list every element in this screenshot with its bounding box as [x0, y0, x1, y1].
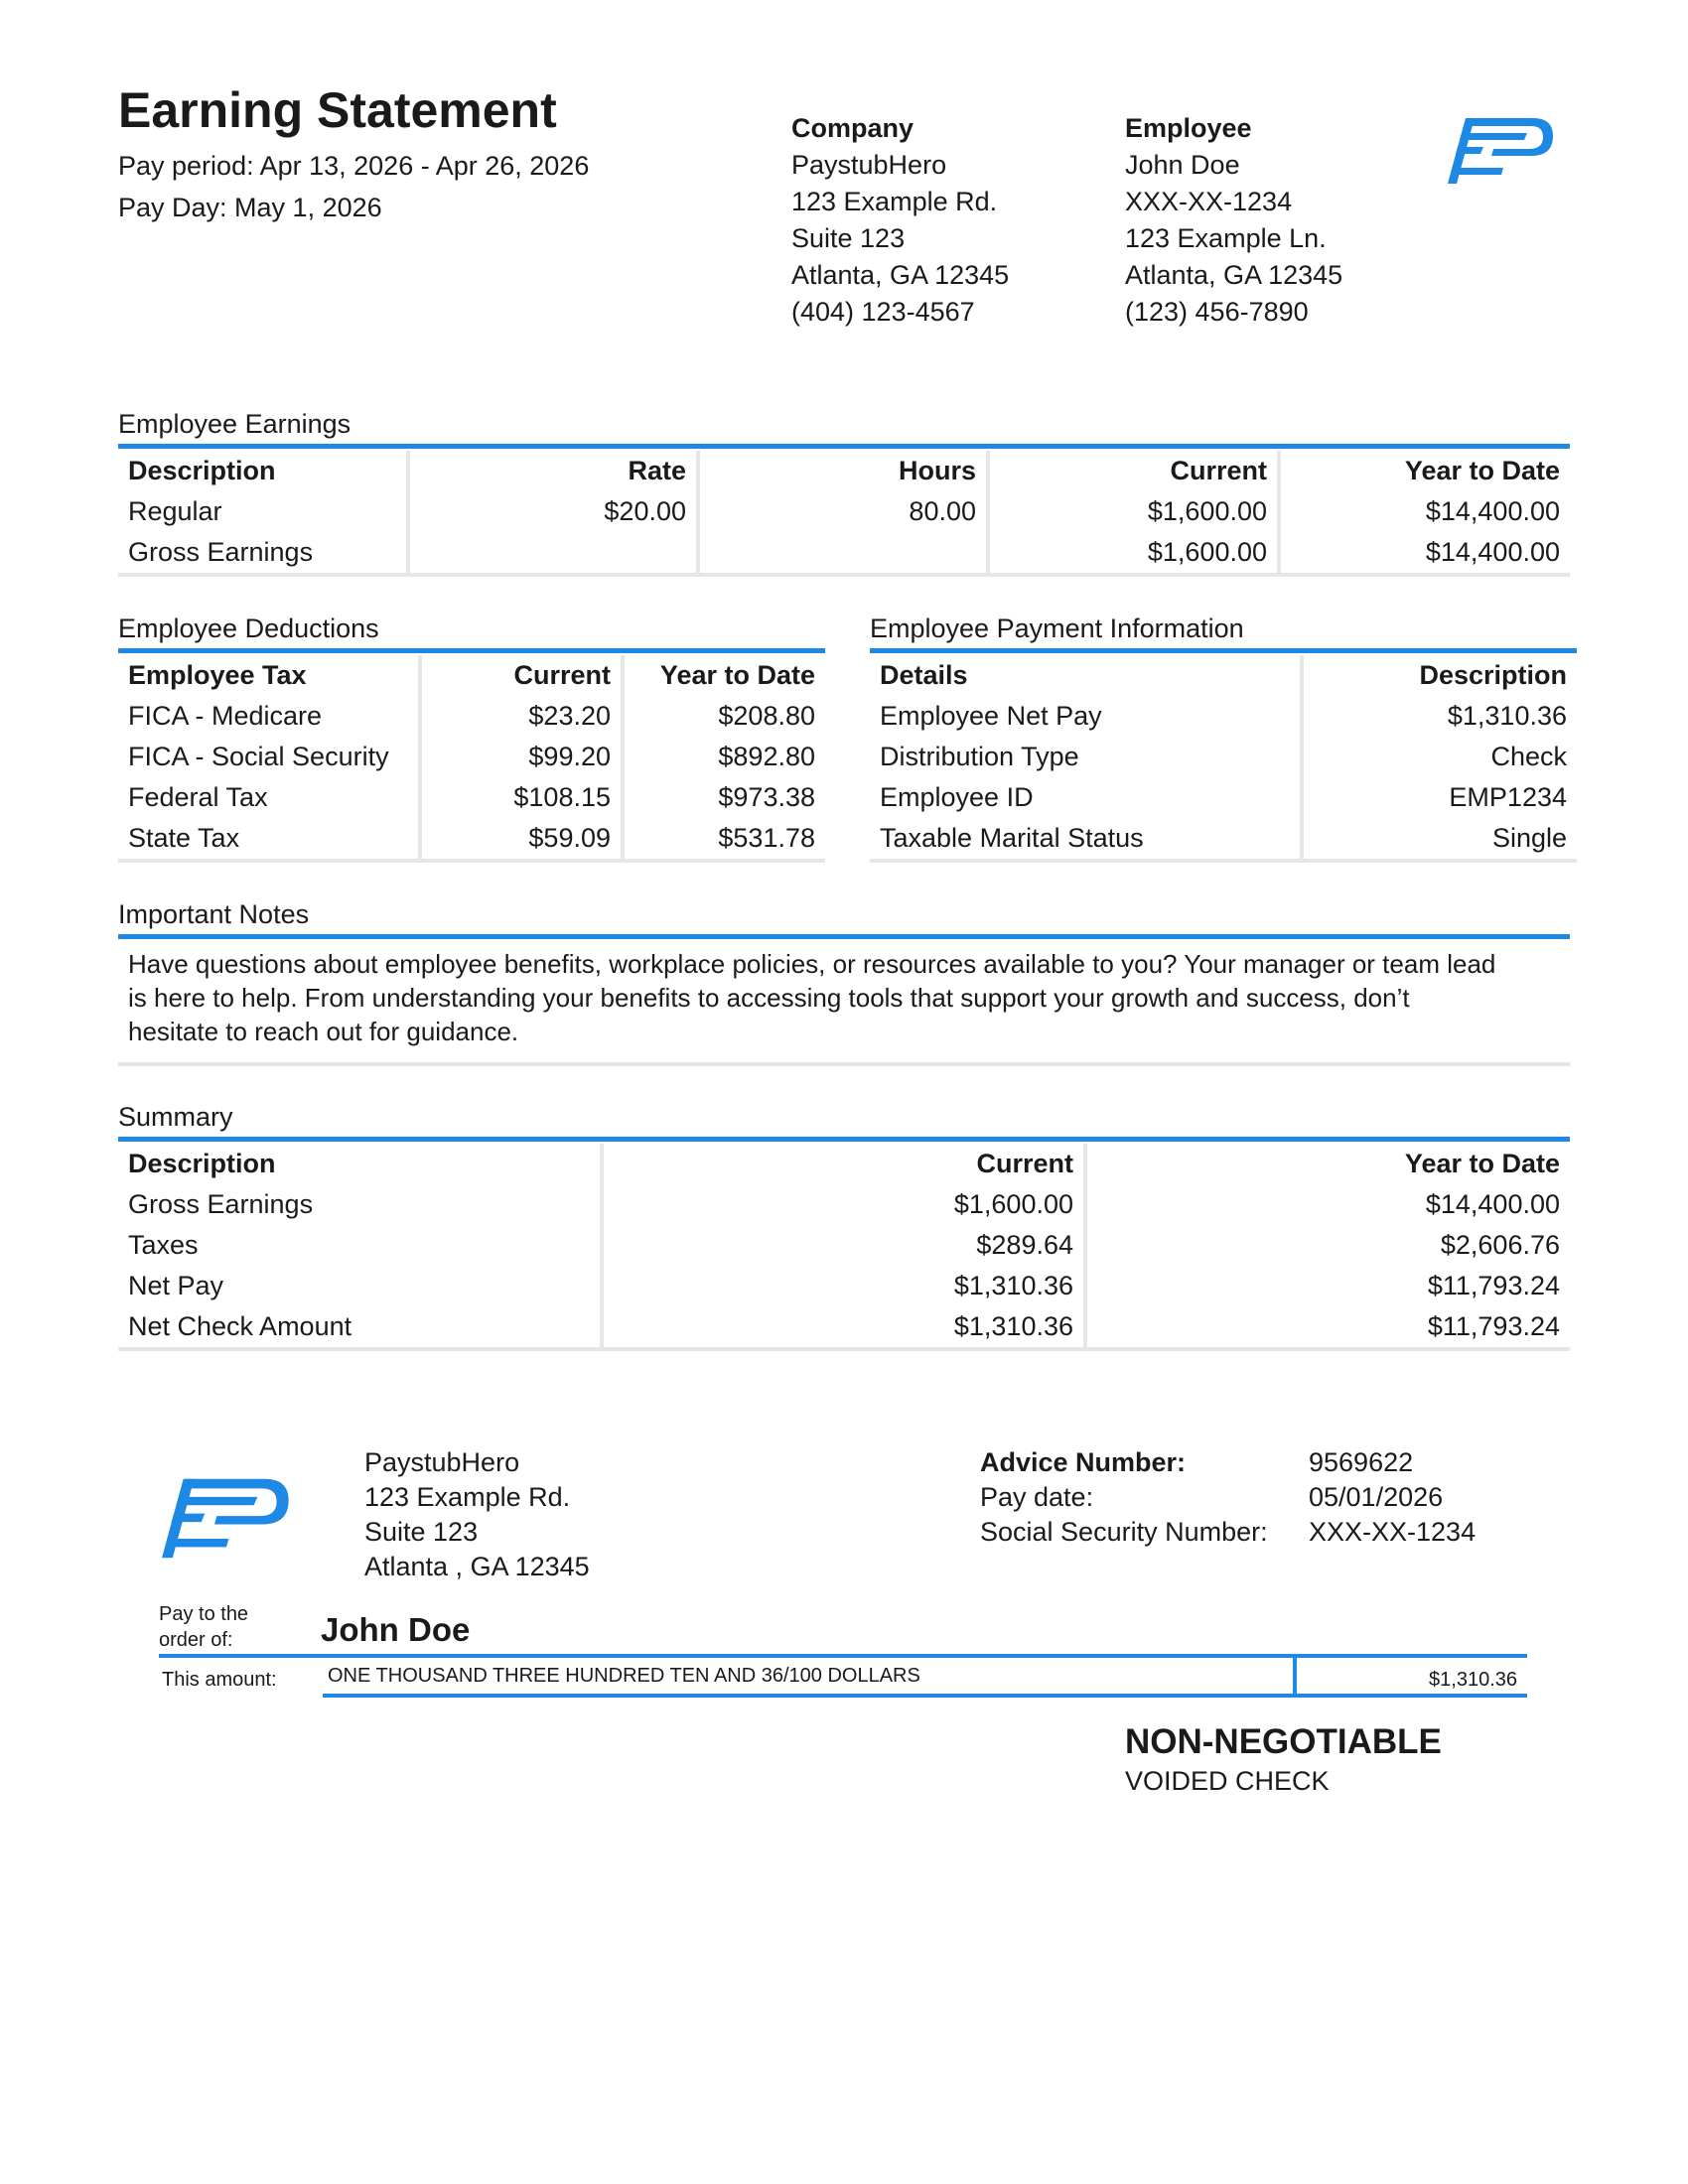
company-name: PaystubHero	[791, 150, 947, 180]
deductions-section-label: Employee Deductions	[118, 614, 379, 643]
employee-block	[1125, 110, 1342, 331]
table-cell: EMP1234	[1302, 777, 1577, 818]
table-cell	[408, 532, 698, 575]
table-cell: $23.20	[420, 696, 623, 737]
table-row	[118, 1225, 1570, 1266]
payee-rule	[159, 1654, 1527, 1658]
column-header: Employee Tax	[128, 660, 307, 690]
table-cell: $531.78	[623, 818, 825, 861]
pay-period: Pay period: Apr 13, 2026 - Apr 26, 2026	[118, 151, 590, 181]
pay-date-value: 05/01/2026	[1309, 1482, 1444, 1512]
table-row	[118, 737, 825, 777]
table-cell: Distribution Type	[880, 742, 1079, 771]
advice-number-value: 9569622	[1309, 1447, 1414, 1477]
check-company-address: 123 Example Rd.	[364, 1482, 571, 1512]
company-city-line: Atlanta, GA 12345	[791, 260, 1010, 290]
summary-table	[118, 1144, 1570, 1351]
advice-values	[1309, 1445, 1476, 1550]
table-cell: $1,310.36	[602, 1306, 1085, 1349]
table-cell: $14,400.00	[1279, 532, 1570, 575]
column-header: Year to Date	[623, 655, 825, 696]
table-header-row	[118, 451, 1570, 491]
table-cell: $1,600.00	[602, 1184, 1085, 1225]
table-cell	[698, 532, 988, 575]
table-cell: $108.15	[420, 777, 623, 818]
table-cell: $11,793.24	[1085, 1306, 1570, 1349]
notes-section-label: Important Notes	[118, 899, 310, 929]
non-negotiable-label: NON-NEGOTIABLE	[1125, 1722, 1442, 1761]
notes-line: is here to help. From understanding your benefits to accessing tools that support your growth and success, don’t	[128, 983, 1410, 1013]
table-header-row	[870, 655, 1577, 696]
page-title: Earning Statement	[118, 82, 557, 138]
table-cell: Employee ID	[880, 782, 1034, 812]
paystubhero-logo-icon	[162, 1476, 291, 1561]
table-cell: $11,793.24	[1085, 1266, 1570, 1306]
amount-value: $1,310.36	[1429, 1669, 1517, 1691]
amount-divider	[1293, 1654, 1297, 1698]
earnings-table	[118, 451, 1570, 577]
company-heading: Company	[791, 113, 914, 143]
table-row	[118, 1306, 1570, 1349]
column-header: Year to Date	[1279, 451, 1570, 491]
table-cell: State Tax	[118, 818, 420, 861]
employee-name: John Doe	[1125, 150, 1240, 180]
employee-ssn: XXX-XX-1234	[1125, 187, 1293, 216]
notes-line: Have questions about employee benefits, workplace policies, or resources available to you? Your manager or team lead	[128, 949, 1496, 979]
table-cell: Gross Earnings	[128, 1189, 314, 1219]
pay-to-label-line: order of:	[159, 1629, 233, 1651]
table-row	[118, 1266, 1570, 1306]
payment-info-rule	[870, 648, 1577, 653]
table-cell: $1,600.00	[988, 532, 1279, 575]
advice-number-label: Advice Number:	[980, 1447, 1187, 1477]
ssn-value: XXX-XX-1234	[1309, 1517, 1477, 1547]
column-header: Details	[880, 660, 968, 690]
column-header: Description	[1302, 655, 1577, 696]
company-block	[791, 110, 1009, 331]
column-header: Description	[128, 456, 276, 485]
notes-rule	[118, 934, 1570, 939]
table-row	[870, 777, 1577, 818]
table-row	[118, 777, 825, 818]
table-cell: FICA - Social Security	[128, 742, 389, 771]
notes-line: hesitate to reach out for guidance.	[128, 1017, 519, 1046]
table-cell: Gross Earnings	[118, 532, 408, 575]
check-company-city: Atlanta , GA 12345	[364, 1552, 590, 1581]
pay-date-label: Pay date:	[980, 1482, 1094, 1512]
column-header: Current	[420, 655, 623, 696]
table-cell: $20.00	[408, 491, 698, 532]
table-cell: $1,600.00	[988, 491, 1279, 532]
table-row	[118, 491, 1570, 532]
employee-phone: (123) 456-7890	[1125, 297, 1309, 327]
table-row	[118, 532, 1570, 575]
table-cell: Regular	[128, 496, 222, 526]
table-cell: $208.80	[623, 696, 825, 737]
table-cell: $14,400.00	[1279, 491, 1570, 532]
table-cell: FICA - Medicare	[128, 701, 323, 731]
table-row	[118, 1184, 1570, 1225]
amount-rule	[323, 1694, 1527, 1698]
column-header: Year to Date	[1085, 1144, 1570, 1184]
table-cell: $2,606.76	[1085, 1225, 1570, 1266]
table-cell: Check	[1302, 737, 1577, 777]
table-cell: Taxable Marital Status	[870, 818, 1302, 861]
deductions-rule	[118, 648, 825, 653]
company-address-line: Suite 123	[791, 223, 906, 253]
payee-name: John Doe	[321, 1611, 471, 1648]
table-cell: $1,310.36	[602, 1266, 1085, 1306]
summary-section-label: Summary	[118, 1102, 233, 1132]
paystubhero-logo-icon	[1448, 116, 1555, 186]
notes-body	[128, 947, 1558, 1048]
payment-info-table	[870, 655, 1577, 863]
pay-to-label-line: Pay to the	[159, 1603, 249, 1625]
column-header: Hours	[698, 451, 988, 491]
check-company-address: Suite 123	[364, 1517, 479, 1547]
table-cell: Net Check Amount	[118, 1306, 602, 1349]
table-cell: $892.80	[623, 737, 825, 777]
table-row	[870, 818, 1577, 861]
payment-info-section-label: Employee Payment Information	[870, 614, 1244, 643]
table-row	[870, 696, 1577, 737]
company-address-line: 123 Example Rd.	[791, 187, 998, 216]
pay-to-label	[159, 1601, 248, 1653]
employee-address-line: 123 Example Ln.	[1125, 223, 1327, 253]
table-cell: Federal Tax	[128, 782, 268, 812]
table-header-row	[118, 655, 825, 696]
table-cell: $99.20	[420, 737, 623, 777]
table-cell: $973.38	[623, 777, 825, 818]
table-cell: Net Pay	[128, 1271, 224, 1300]
column-header: Rate	[408, 451, 698, 491]
table-cell: $59.09	[420, 818, 623, 861]
deductions-table	[118, 655, 825, 863]
amount-in-words: ONE THOUSAND THREE HUNDRED TEN AND 36/100 DOLLARS	[328, 1665, 920, 1687]
column-header: Description	[128, 1149, 276, 1178]
table-cell: 80.00	[698, 491, 988, 532]
ssn-label: Social Security Number:	[980, 1517, 1268, 1547]
voided-check-label: VOIDED CHECK	[1125, 1766, 1330, 1796]
company-phone: (404) 123-4567	[791, 297, 975, 327]
column-header: Current	[988, 451, 1279, 491]
amount-label: This amount:	[162, 1669, 277, 1691]
advice-labels	[980, 1445, 1268, 1550]
earnings-rule	[118, 444, 1570, 449]
notes-divider	[118, 1062, 1570, 1066]
check-company-block	[364, 1445, 590, 1584]
table-row	[118, 696, 825, 737]
table-header-row	[118, 1144, 1570, 1184]
check-company-name: PaystubHero	[364, 1447, 520, 1477]
table-cell: $289.64	[602, 1225, 1085, 1266]
table-cell: Taxes	[128, 1230, 199, 1260]
column-header: Current	[602, 1144, 1085, 1184]
summary-rule	[118, 1137, 1570, 1142]
table-row	[870, 737, 1577, 777]
table-cell: $14,400.00	[1085, 1184, 1570, 1225]
table-cell: $1,310.36	[1302, 696, 1577, 737]
employee-city-line: Atlanta, GA 12345	[1125, 260, 1343, 290]
table-cell: Single	[1302, 818, 1577, 861]
pay-day: Pay Day: May 1, 2026	[118, 193, 382, 222]
employee-heading: Employee	[1125, 113, 1252, 143]
table-cell: Employee Net Pay	[880, 701, 1102, 731]
earnings-section-label: Employee Earnings	[118, 409, 352, 439]
table-row	[118, 818, 825, 861]
